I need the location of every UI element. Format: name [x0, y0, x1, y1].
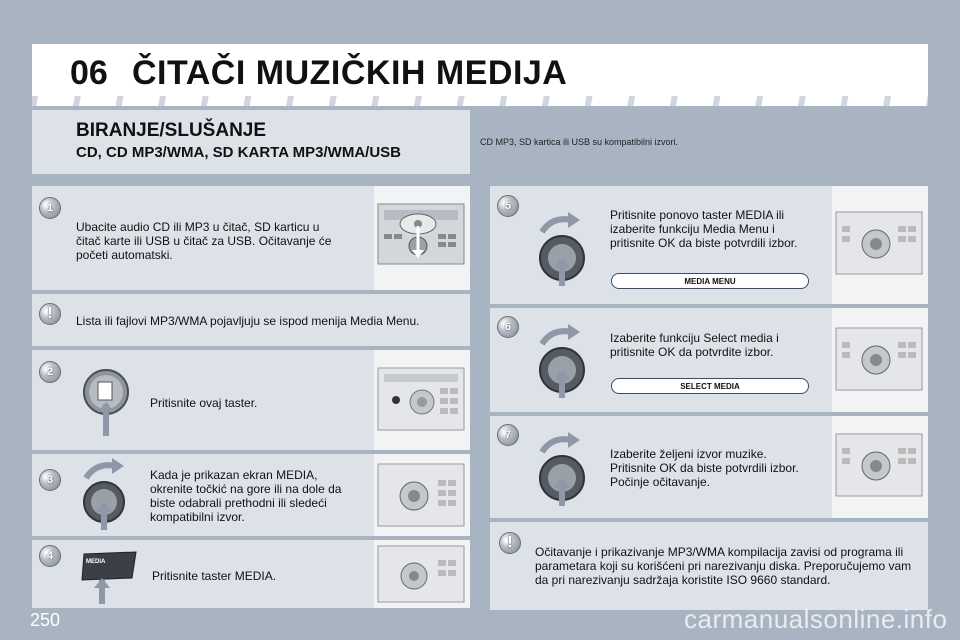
- radio-unit-illustration: [374, 454, 470, 536]
- radio-unit-illustration: [374, 540, 470, 608]
- warning-2-text: Očitavanje i prikazivanje MP3/WMA kompilacija zavisi od programa ili parametara koji su korišćeni pri narezivanju diska. Preporučujemo vam da pri narezivanju sadržaja koristite ISO 9660 standard.: [535, 545, 912, 587]
- step-2-text: Pritisnite ovaj taster.: [150, 396, 258, 410]
- step-7-badge: 7: [497, 424, 519, 446]
- step-4-badge: 4: [39, 545, 61, 567]
- header-stripe: [32, 96, 928, 106]
- page-number: 250: [30, 610, 61, 630]
- rotary-knob-icon: [534, 426, 594, 513]
- step-2-badge: 2: [39, 361, 61, 383]
- section-subtitle: CD, CD MP3/WMA, SD KARTA MP3/WMA/USB: [76, 144, 401, 161]
- watermark: carmanualsonline.info: [684, 604, 948, 634]
- step-1-badge: 1: [39, 197, 61, 219]
- radio-unit-illustration: [374, 350, 470, 450]
- step-7-text: Izaberite željeni izvor muzike. Pritisnite OK da biste potvrdili izbor. Počinje očitavanje.: [610, 447, 799, 489]
- step-6-badge: 6: [497, 316, 519, 338]
- media-menu-pill: MEDIA MENU: [611, 273, 809, 289]
- step-3-text: Kada je prikazan ekran MEDIA, okrenite točkić na gore ili na dole da biste odabrali prethodni ili sledeći kompatibilni izvor.: [150, 468, 342, 524]
- step-4-text: Pritisnite taster MEDIA.: [152, 569, 277, 583]
- chapter-title: ČITAČI MUZIČKIH MEDIJA: [132, 54, 568, 92]
- compatibility-note: CD MP3, SD kartica ili USB su kompatibilni izvori.: [480, 137, 679, 147]
- step-5-badge: 5: [497, 195, 519, 217]
- section-title: BIRANJE/SLUŠANJE: [76, 120, 267, 141]
- rotary-knob-icon: [78, 452, 138, 537]
- media-button-label: MEDIA: [86, 559, 106, 565]
- radio-unit-illustration: [832, 186, 928, 304]
- step-6-text: Izaberite funkciju Select media i pritisnite OK da potvrdite izbor.: [610, 331, 779, 359]
- chapter-number: 06: [70, 54, 108, 92]
- warning-2-icon: !: [499, 532, 521, 554]
- rotary-knob-icon: [534, 206, 594, 293]
- warning-1-text: Lista ili fajlovi MP3/WMA pojavljuju se ispod menija Media Menu.: [76, 314, 420, 328]
- step-3-badge: 3: [39, 469, 61, 491]
- rotary-knob-icon: [534, 318, 594, 405]
- warning-1-icon: !: [39, 303, 61, 325]
- step-5-text: Pritisnite ponovo taster MEDIA ili izaberite funkciju Media Menu i pritisnite OK da biste potvrdili izbor.: [610, 208, 798, 250]
- radio-unit-illustration: [832, 308, 928, 412]
- list-button-icon: [82, 364, 130, 445]
- cd-player-illustration: [374, 186, 470, 290]
- radio-unit-illustration: [832, 416, 928, 518]
- step-1-text: Ubacite audio CD ili MP3 u čitač, SD karticu u čitač karte ili USB u čitač za USB. Očitavanje će početi automatski.: [76, 220, 332, 262]
- select-media-pill: SELECT MEDIA: [611, 378, 809, 394]
